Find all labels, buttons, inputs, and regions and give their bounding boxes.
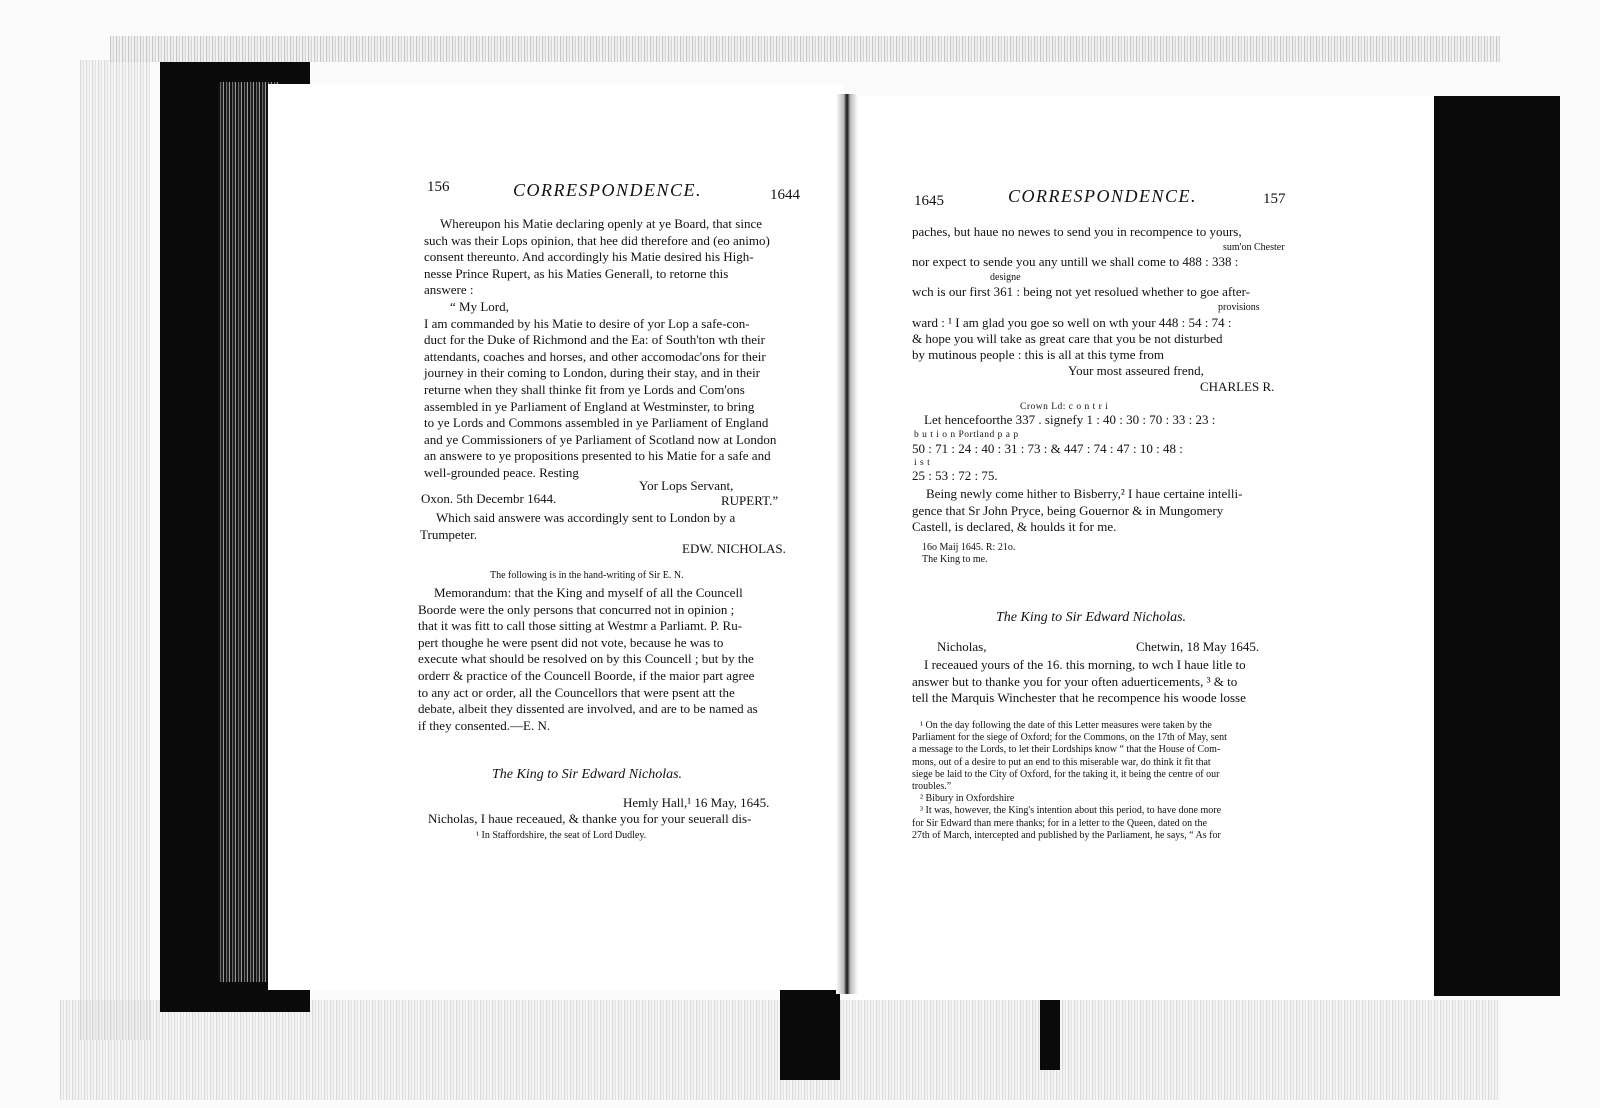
left-footnote: ¹ In Staffordshire, the seat of Lord Dudley.: [476, 830, 647, 841]
letter-dateline: Oxon. 5th Decembr 1644.: [421, 491, 557, 506]
text-line: duct for the Duke of Richmond and the Ea: of South'ton wth their: [424, 332, 765, 348]
right-letter-dateline: Chetwin, 18 May 1645.: [1136, 639, 1260, 654]
note-heading: The following is in the hand-writing of Sir E. N.: [490, 570, 684, 581]
right-text-line-1: paches, but haue no newes to send you in recompence to yours,: [912, 224, 1242, 239]
text-line: well-grounded peace. Resting: [424, 464, 579, 480]
text-line: I receaued yours of the 16. this morning, to wch I haue litle to: [924, 657, 1246, 672]
cipher-row-1: Let hencefoorthe 337 . signefy 1 : 40 : 30 : 70 : 33 : 23 :: [924, 412, 1216, 427]
text-line: execute what should be resolved on by this Councell ; but by the: [418, 651, 754, 667]
cipher-labels-row-1: Crown Ld: c o n t r i: [1020, 402, 1109, 412]
right-book-cover: [1430, 96, 1560, 996]
cipher-labels-row-3: i s t: [914, 458, 931, 468]
endorsement-line: The King to me.: [922, 554, 988, 566]
footnote-line: mons, out of a desire to put an end to this miserable war, do think it fit that: [912, 756, 1211, 768]
cipher-row-3: 25 : 53 : 72 : 75.: [912, 468, 998, 483]
right-letter-title: The King to Sir Edward Nicholas.: [996, 610, 1187, 625]
footnote-line: a message to the Lords, to let their Lordships know “ that the House of Com-: [912, 744, 1221, 756]
text-line: orderr & practice of the Councell Boorde, if the maior part agree: [418, 667, 755, 683]
footnote-line: Parliament for the siege of Oxford; for the Commons, on the 17th of May, sent: [912, 732, 1227, 744]
text-line: answer but to thanke you for your often aduerticements, ³ & to: [912, 673, 1238, 689]
text-line: Trumpeter.: [420, 526, 477, 542]
text-line: an answere to ye propositions presented to his Matie for a safe and: [424, 448, 771, 464]
text-line: debate, albeit they dissented are involved, and are to be named as: [418, 701, 758, 717]
footnote-line: 27th of March, intercepted and published by the Parliament, he says, “ As for: [912, 829, 1221, 841]
right-after-cipher: [912, 486, 1286, 536]
text-line: Being newly come hither to Bisberry,² I haue certaine intelli-: [926, 486, 1243, 501]
text-line: consent thereunto. And accordingly his Matie desired his High-: [424, 249, 754, 265]
text-line: tell the Marquis Winchester that he recompence his woode losse: [912, 690, 1246, 706]
clasp-mark: [1040, 1000, 1060, 1070]
gloss-sumon: sum'on Chester: [1223, 242, 1285, 253]
memorandum-text: [418, 585, 790, 734]
text-line: journey in their coming to London, during their stay, and in their: [424, 365, 761, 381]
right-running-head: CORRESPONDENCE.: [1008, 186, 1197, 206]
salutation: Nicholas,: [937, 639, 987, 654]
cipher-row-2: 50 : 71 : 24 : 40 : 31 : 73 : & 447 : 74 : 47 : 10 : 48 :: [912, 441, 1183, 456]
left-letter-first-line: Nicholas, I haue receaued, & thanke you for your seuerall dis-: [428, 811, 752, 826]
attribution: EDW. NICHOLAS.: [682, 541, 786, 556]
right-letter-body: [912, 657, 1286, 707]
footnote-line: ² Bibury in Oxfordshire: [920, 793, 1015, 805]
text-line: that it was fitt to call those sitting at Westmr a Parliamt. P. Ru-: [418, 618, 743, 634]
text-line: pert thoughe he were psent did not vote, because he was to: [418, 634, 724, 650]
right-page-number: 157: [1263, 191, 1286, 207]
left-after-text: [420, 510, 792, 543]
closing: Your most asseured frend,: [1068, 363, 1204, 378]
left-letter-place: Hemly Hall,¹ 16 May, 1645.: [623, 795, 770, 810]
text-line: Boorde were the only persons that concurred not in opinion ;: [418, 601, 735, 617]
right-text-line-2: nor expect to sende you any untill we shall come to 488 : 338 :: [912, 254, 1239, 269]
text-line: Castell, is declared, & houlds it for me.: [912, 519, 1117, 535]
footnote-line: for Sir Edward than mere thanks; for in a letter to the Queen, dated on the: [912, 817, 1207, 829]
text-line: “ My Lord,: [450, 298, 509, 314]
endorsement-line: 16o Maij 1645. R: 21o.: [922, 542, 1016, 553]
text-line: nesse Prince Rupert, as his Maties Generall, to retorne this: [424, 265, 729, 281]
letter-signoff: Yor Lops Servant,: [639, 478, 734, 493]
text-line: Whereupon his Matie declaring openly at ye Board, that since: [440, 216, 763, 231]
text-line: if they consented.—E. N.: [418, 717, 551, 733]
text-line: gence that Sr John Pryce, being Gouernor & in Mungomery: [912, 502, 1224, 518]
text-line: Memorandum: that the King and myself of all the Councell: [434, 585, 743, 600]
text-line: such was their Lops opinion, that hee did therefore and (eo animo): [424, 232, 770, 248]
text-line: to any act or order, all the Councellors that were psent att the: [418, 684, 735, 700]
left-page-number: 156: [427, 179, 450, 195]
left-edge-texture: [80, 60, 150, 1040]
right-text-line-3: wch is our first 361 : being not yet resolued whether to goe after-: [912, 284, 1251, 299]
footnote-line: troubles.”: [912, 781, 952, 793]
right-text-line-5: & hope you will take as great care that you be not disturbed: [912, 331, 1223, 346]
right-text-line-6: by mutinous people : this is all at this tyme from: [912, 347, 1165, 362]
right-footnotes: [912, 720, 1286, 842]
spine-bottom: [780, 990, 840, 1080]
text-line: I am commanded by his Matie to desire of yor Lop a safe-con-: [424, 315, 750, 331]
left-page-year: 1644: [770, 187, 800, 203]
cipher-labels-row-2: b u t i o n Portland p a p: [914, 430, 1019, 440]
right-page-year: 1645: [914, 193, 944, 209]
left-body-text: [424, 216, 796, 482]
top-edge-texture: [110, 36, 1500, 62]
footnote-line: ¹ On the day following the date of this Letter measures were taken by the: [920, 720, 1212, 731]
text-line: and ye Commissioners of ye Parliament of Scotland now at London: [424, 431, 777, 447]
book-gutter: [836, 94, 858, 994]
endorsement: [922, 542, 1015, 566]
text-line: answere :: [424, 282, 474, 298]
footnote-line: siege be laid to the City of Oxford, for the taking it, it being the centre of our: [912, 768, 1220, 780]
left-letter-title: The King to Sir Edward Nicholas.: [492, 767, 683, 782]
right-text-line-4: ward : ¹ I am glad you goe so well on wth your 448 : 54 : 74 :: [912, 315, 1232, 330]
text-line: Which said answere was accordingly sent to London by a: [436, 510, 736, 525]
text-line: to ye Lords and Commons assembled in ye Parliament of England: [424, 415, 769, 431]
text-line: returne when they shall thinke fit from ye Lords and Com'ons: [424, 381, 745, 397]
left-running-head: CORRESPONDENCE.: [513, 180, 702, 200]
text-line: assembled in ye Parliament of England at Westminster, to bring: [424, 398, 755, 414]
gloss-provisions: provisions: [1218, 302, 1260, 313]
footnote-line: ³ It was, however, the King's intention about this period, to have done more: [920, 805, 1222, 817]
gloss-designe: designe: [990, 272, 1021, 283]
signature: CHARLES R.: [1200, 379, 1275, 394]
text-line: attendants, coaches and horses, and other accomodac'ons for their: [424, 348, 766, 364]
letter-signer: RUPERT.”: [721, 493, 779, 508]
